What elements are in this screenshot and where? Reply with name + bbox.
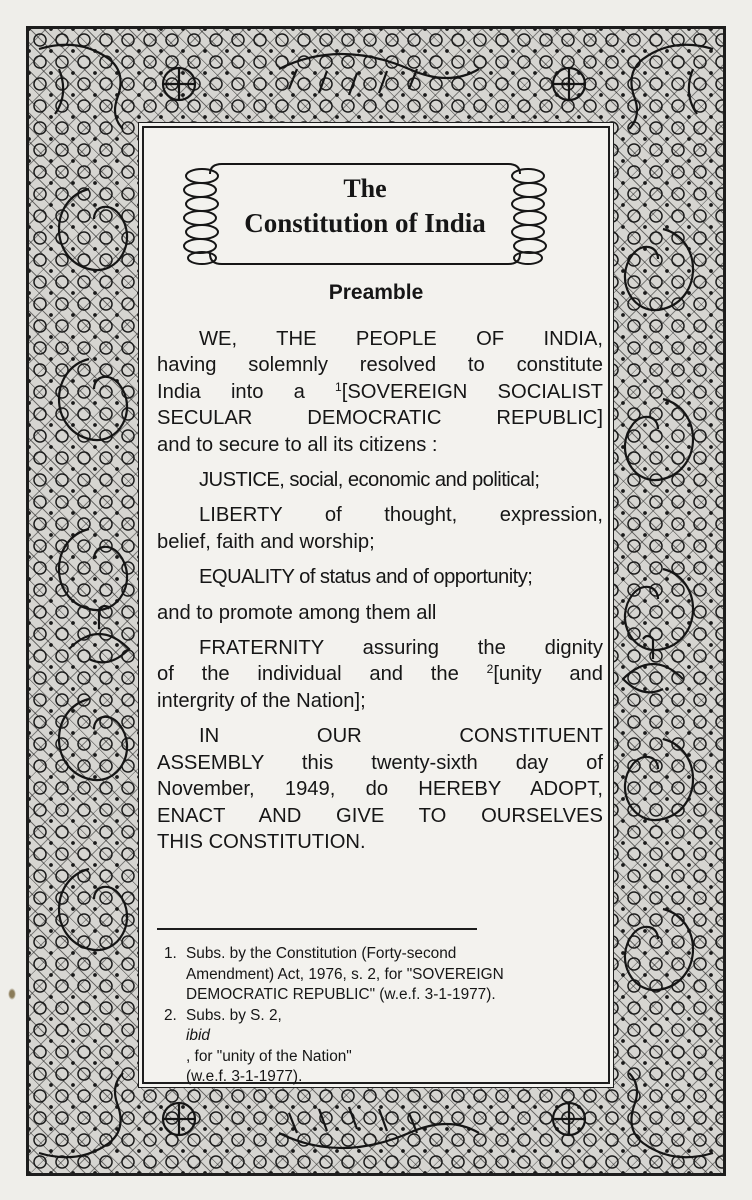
text-line: ENACT AND GIVE TO OURSELVES	[157, 804, 603, 827]
promote-line	[157, 600, 603, 626]
paisley-motif	[625, 739, 693, 820]
text-line: intergrity of the Nation];	[157, 689, 366, 712]
footnote-number: 2.	[164, 1006, 177, 1024]
justice-clause	[157, 467, 603, 493]
tiger-motif	[279, 1107, 479, 1148]
text-line: November, 1949, do HEREBY ADOPT,	[157, 778, 603, 801]
fraternity-clause	[157, 635, 603, 714]
tiger-motif	[279, 54, 479, 95]
text-line: SECULAR DEMOCRATIC REPUBLIC]	[157, 407, 603, 430]
text-line: India into a $^1$[SOVEREIGN SOCIALIST	[157, 379, 603, 403]
footnote-number: 1.	[164, 945, 177, 962]
text-line: FRATERNITY assuring the dignity	[199, 637, 603, 660]
paisley-motif	[625, 229, 693, 310]
paisley-motif	[59, 869, 127, 950]
opening-paragraph	[157, 326, 603, 458]
footnote-line: Subs. by S. 2, ibid , for "unity of the Nation"	[186, 1006, 352, 1065]
paisley-motif	[625, 399, 693, 480]
assembly-clause	[157, 723, 603, 855]
elephant-motif	[39, 1073, 123, 1157]
footnote-1	[164, 944, 604, 1006]
flower-motif	[553, 1103, 585, 1135]
footnote-ref-1: 1	[335, 379, 342, 394]
text-line: IN OUR CONSTITUENT	[199, 725, 603, 748]
text-line: belief, faith and worship;	[157, 530, 375, 553]
footnote-line: DEMOCRATIC REPUBLIC" (w.e.f. 3-1-1977).	[186, 986, 496, 1003]
paisley-motif	[625, 569, 693, 650]
preamble-text	[157, 326, 603, 855]
text-line: and to secure to all its citizens :	[157, 433, 438, 456]
footnote-2	[164, 1006, 604, 1088]
footnote-divider	[157, 928, 477, 930]
paisley-motif	[59, 189, 127, 270]
text-line: having solemnly resolved to constitute	[157, 354, 603, 377]
paper-stain	[8, 988, 16, 1000]
paisley-motif	[59, 529, 127, 610]
footnote-line: Subs. by the Constitution (Forty-second	[186, 945, 457, 962]
flower-motif	[553, 68, 585, 100]
text-line: THIS CONSTITUTION.	[157, 830, 366, 853]
paisley-motif	[59, 359, 127, 440]
text-line: and to promote among them all	[157, 601, 437, 624]
elephant-motif	[629, 45, 713, 129]
elephant-motif	[629, 1073, 713, 1157]
footnote-ref-2: 2	[486, 662, 494, 677]
title-constitution-of-india: Constitution of India	[244, 208, 486, 238]
liberty-clause	[157, 502, 603, 555]
peacock-motif	[69, 606, 129, 662]
elephant-motif	[39, 45, 123, 129]
preamble-heading: Preamble	[328, 281, 424, 304]
text-line: LIBERTY of thought, expression,	[199, 504, 603, 527]
footnote-line: Amendment) Act, 1976, s. 2, for "SOVEREIGN	[186, 965, 504, 983]
ibid-italic: ibid	[186, 1027, 210, 1044]
text-line: of the individual and the $^2$[unity and	[157, 662, 604, 686]
paisley-motif	[59, 699, 127, 780]
title-the: The	[343, 174, 387, 203]
flower-motif	[163, 1103, 195, 1135]
flower-motif	[163, 68, 195, 100]
footnote-line: (w.e.f. 3-1-1977).	[186, 1068, 303, 1085]
text-line: ASSEMBLY this twenty-sixth day of	[157, 751, 603, 774]
paisley-motif	[625, 909, 693, 990]
text-line: EQUALITY of status and of opportunity;	[199, 566, 533, 589]
text-line: WE, THE PEOPLE OF INDIA,	[199, 328, 603, 350]
title-cartouche	[178, 158, 552, 270]
footnotes	[164, 944, 604, 1088]
equality-clause	[157, 564, 603, 590]
text-line: JUSTICE, social, economic and political;	[199, 469, 540, 492]
